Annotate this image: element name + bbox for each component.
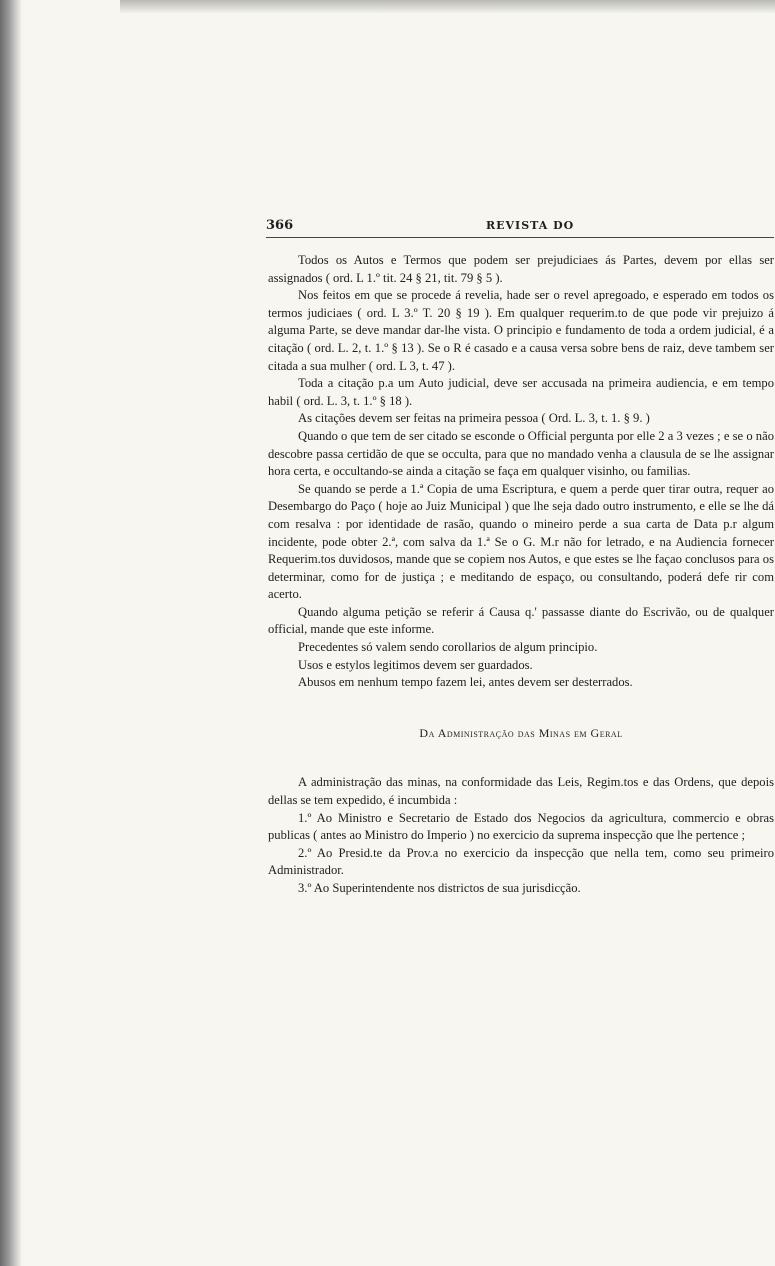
paragraph: Se quando se perde a 1.ª Copia de uma Escriptura, e quem a perde quer tirar outra, requer ao Desembargo do Paço ( hoje ao Juiz Municipal ) que lhe seja dado outro instrumento, e elle se lhe dá com resalva : por identidade de rasão, quando o mineiro perde a sua carta de Data p.r algum incidente, pode obter 2.ª, com salva da 1.ª Se o G. M.r não for letrado, e na Audiencia fornecer Requerim.tos duvidosos, mande que se copiem nos Autos, e que estes se lhe façao conclusos para os determinar, como for de justiça ; e meditando de espaço, ou consultando, poderá defe rir com acerto.: [268, 481, 774, 602]
page-number: 366: [266, 218, 294, 233]
paragraph: Nos feitos em que se procede á revelia, hade ser o revel apregoado, e esperado em todos os termos judiciaes ( ord. L 3.º T. 20 § 19 ). Em qualquer requerim.to de que pode vir prejuizo á alguma Parte, se deve mandar dar-lhe vista. O principio e fundamento de toda a ordem judicial, é a citação ( ord. L. 2, t. 1.º § 13 ). Se o R é casado e a causa versa sobre bens de raiz, deve tambem ser citada a sua mulher ( ord. L 3, t. 47 ).: [268, 288, 774, 373]
page-top-edge: [120, 0, 775, 14]
paragraph: Quando o que tem de ser citado se esconde o Official pergunta por elle 2 a 3 vezes ; e se o não descobre passa certidão de que se occulta, para que no mandado venha a clausula de se lhe assignar hora certa, e occultando-se ainda a citação se faça em qualquer visinho, ou familias.: [268, 428, 774, 479]
header-rule: [266, 237, 774, 238]
paragraph: Precedentes só valem sendo corollarios de algum principio.: [298, 640, 598, 655]
page-header: [266, 218, 774, 238]
paragraph: Toda a citação p.a um Auto judicial, deve ser accusada na primeira audiencia, e em tempo habil ( ord. L. 3, t. 1.º § 18 ).: [268, 376, 774, 408]
section-heading: Da Administração das Minas em Geral: [419, 725, 623, 740]
paragraph: Abusos em nenhum tempo fazem lei, antes devem ser desterrados.: [298, 675, 633, 690]
running-head: REVISTA DO: [486, 219, 575, 232]
paragraph: 3.º Ao Superintendente nos districtos de sua jurisdicção.: [298, 881, 581, 895]
paragraph: As citações devem ser feitas na primeira pessoa ( Ord. L. 3, t. 1. § 9. ): [298, 411, 650, 426]
paragraph: A administração das minas, na conformidade das Leis, Regim.tos e das Ordens, que depois dellas se tem expedido, é incumbida :: [268, 775, 774, 808]
page-binding-shadow: [0, 0, 22, 1266]
paragraph: Usos e estylos legitimos devem ser guardados.: [298, 657, 533, 672]
paragraph: Todos os Autos e Termos que podem ser prejudiciaes ás Partes, devem por ellas ser assignados ( ord. L 1.º tit. 24 § 21, tit. 79 § 5 ).: [268, 253, 774, 285]
paragraph: Quando alguma petição se referir á Causa q.' passasse diante do Escrivão, ou de qualquer official, mande que este informe.: [268, 604, 774, 637]
body-text: [268, 252, 774, 898]
paragraph: 1.º Ao Ministro e Secretario de Estado dos Negocios da agricultura, commercio e obras publicas ( antes ao Ministro do Imperio ) no exercicio da suprema inspecção que lhe pertence ;: [268, 810, 774, 843]
paragraph: 2.º Ao Presid.te da Prov.a no exercicio da inspecção que nella tem, como seu primeiro Administrador.: [268, 845, 774, 878]
